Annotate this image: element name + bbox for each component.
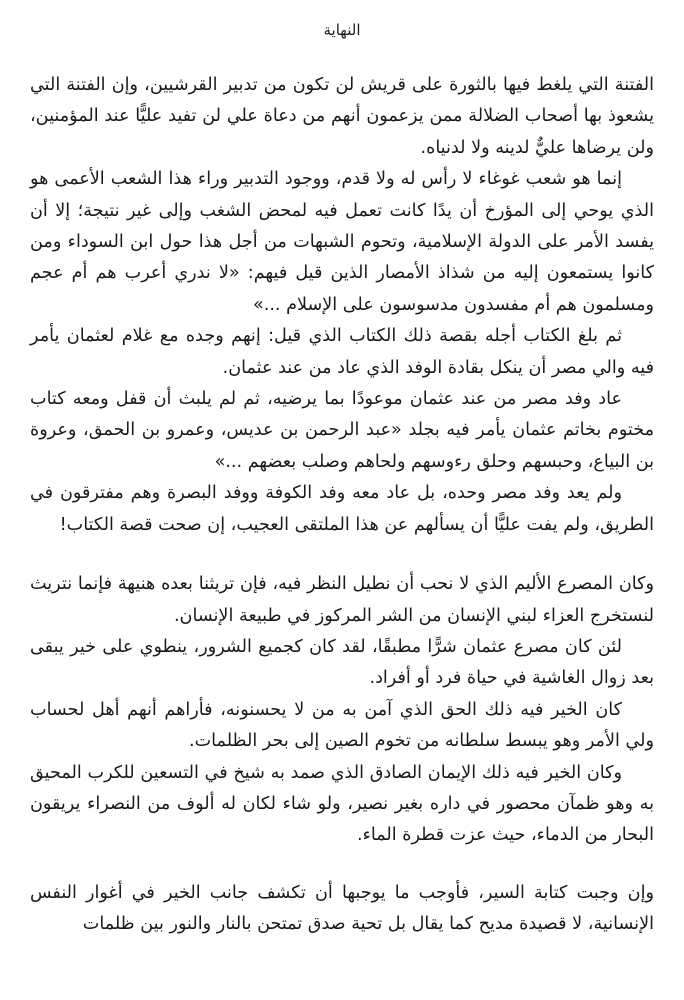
- paragraph: وكان الخير فيه ذلك الإيمان الصادق الذي صمد به شيخ في التسعين للكرب المحيق به وهو ظمآن محصور في داره بغير نصير، ولو شاء لكان له ألوف من النصراء يريقون البحار من الدماء، حيث عزت قطرة الماء.: [30, 762, 654, 846]
- paragraph: إنما هو شعب غوغاء لا رأس له ولا قدم، ووجود التدبير وراء هذا الشعب الأعمى هو الذي يوحي إلى المؤرخ أن يدًا كانت تعمل فيه لمحض الشغب وإلى غير نتيجة؛ إلا أن يفسد الأمر على الدولة الإسلامية، وتحوم الشبهات من أجل هذا حول ابن السوداء ومن كانوا يستمعون إليه من شذاذ الأمصار الذين قيل فيهم: «لا ندري أعرب هم أم عجم ومسلمون هم أم مفسدون مدسوسون على الإسلام ...»: [30, 169, 654, 315]
- body-text: [30, 70, 654, 941]
- paragraph: لئن كان مصرع عثمان شرًّا مطبقًا، لقد كان كجميع الشرور، ينطوي على خير يبقى بعد زوال الغاشية في حياة فرد أو أفراد.: [30, 636, 654, 689]
- paragraph: ولم يعد وفد مصر وحده، بل عاد معه وفد الكوفة ووفد البصرة وهم مفترقون في الطريق، ولم يفت عليًّا أن يسألهم عن هذا الملتقى العجيب، إن صحت قصة الكتاب!: [30, 483, 654, 535]
- paragraph: كان الخير فيه ذلك الحق الذي آمن به من لا يحسنونه، فأراهم أنهم أهل لحساب ولي الأمر وهو يبسط سلطانه من تخوم الصين إلى بحر الظلمات.: [30, 699, 654, 752]
- paragraph: الفتنة التي يلغط فيها بالثورة على قريش لن تكون من تدبير القرشيين، وإن الفتنة التي يشعوذ بها أصحاب الضلالة ممن يزعمون أنهم من دعاة علي لن تفيد عليًّا عند المؤمنين، ولن يرضاها عليٌّ لدينه ولا لدنياه.: [30, 75, 654, 158]
- paragraph: وكان المصرع الأليم الذي لا نحب أن نطيل النظر فيه، فإن تريثنا بعده هنيهة فإنما نتريث لنستخرج العزاء لبني الإنسان من الشر المركوز في طبيعة الإنسان.: [30, 574, 654, 626]
- paragraph: ثم بلغ الكتاب أجله بقصة ذلك الكتاب الذي قيل: إنهم وجده مع غلام لعثمان يأمر فيه والي مصر أن ينكل بقادة الوفد الذي عاد من عند عثمان.: [30, 326, 654, 378]
- page-header-title: النهاية: [323, 21, 361, 39]
- paragraph: وإن وجبت كتابة السير، فأوجب ما يوجبها أن تكشف جانب الخير في أغوار النفس الإنسانية، لا قصيدة مديح كما يقال بل تحية صدق تمتحن بالنار والنور بين ظلمات: [30, 882, 654, 935]
- paragraph: عاد وفد مصر من عند عثمان موعودًا بما يرضيه، ثم لم يلبث أن قفل ومعه كتاب مختوم بخاتم عثمان يأمر فيه بجلد «عبد الرحمن بن عديس، وعمرو بن الحمق، وعروة بن البياع، وحبسهم وحلق رءوسهم ولحاهم وصلب بعضهم ...»: [30, 389, 654, 472]
